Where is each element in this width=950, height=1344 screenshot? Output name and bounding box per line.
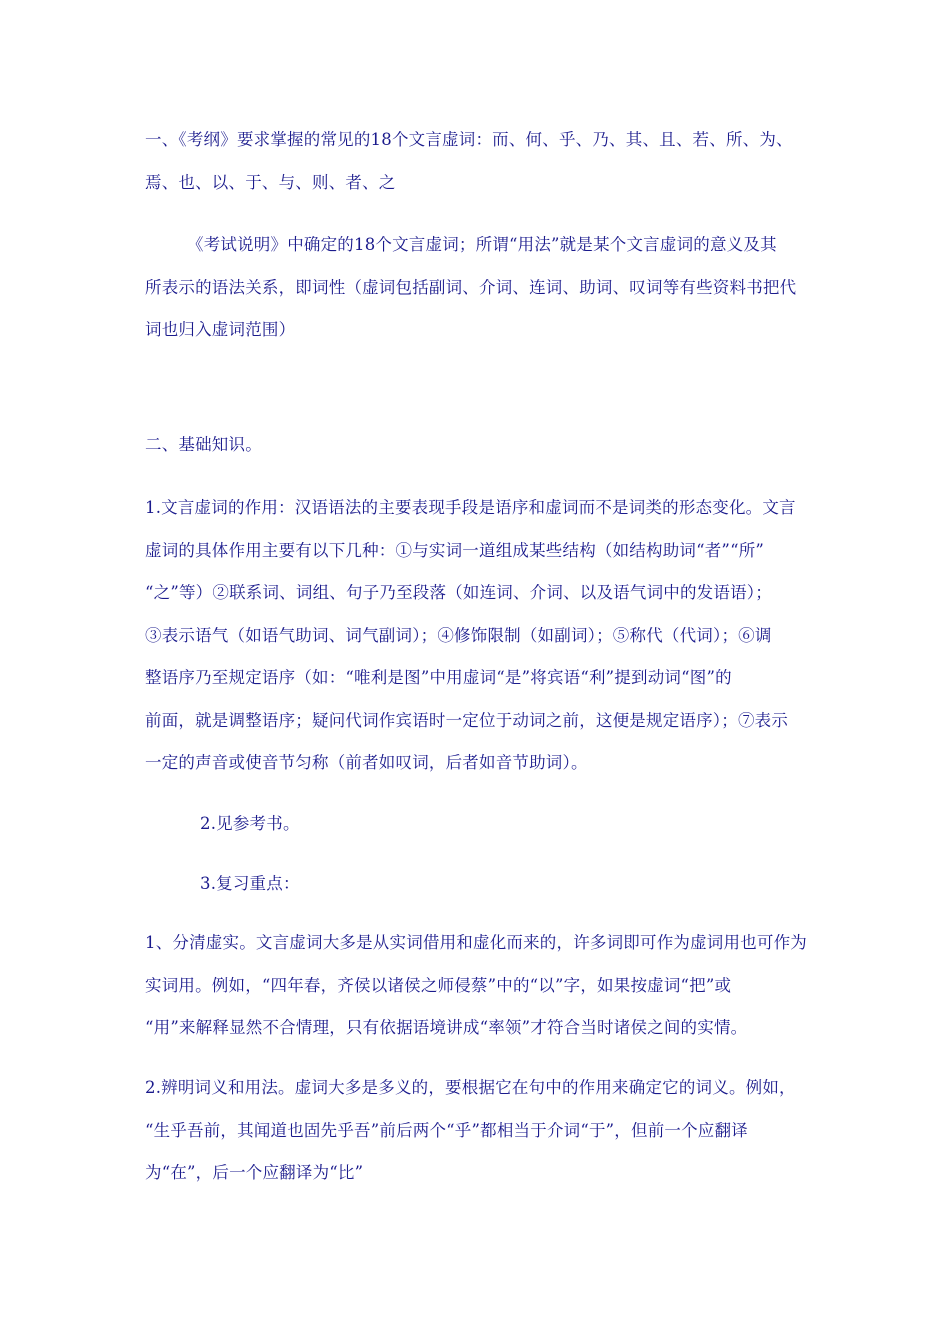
text-line: 1.文言虚词的作用：汉语语法的主要表现手段是语序和虚词而不是词类的形态变化。文言	[145, 498, 796, 517]
text-line: 二、基础知识。	[145, 435, 262, 454]
text-line: 2.见参考书。	[200, 814, 300, 833]
text-line: 虚词的具体作用主要有以下几种：①与实词一道组成某些结构（如结构助词“者”“所”	[145, 540, 765, 560]
text-line: 整语序乃至规定语序（如：“唯利是图”中用虚词“是”将宾语“利”提到动词“图”的	[145, 668, 732, 687]
section-heading-basics	[145, 424, 807, 467]
text-line: 前面，就是调整语序；疑问代词作宾语时一定位于动词之前，这便是规定语序）；⑦表示	[145, 710, 789, 730]
text-line: 2.辨明词义和用法。虚词大多是多义的，要根据它在句中的作用来确定它的词义。例如，	[145, 1078, 796, 1097]
text-line: “用”来解释显然不合情理，只有依据语境讲成“率领”才符合当时诸侯之间的实情。	[145, 1018, 748, 1037]
paragraph-meaning-and-usage	[145, 1067, 807, 1195]
text-line: 一、《考纲》要求掌握的常见的18个文言虚词：而、何、乎、乃、其、且、若、所、为、	[145, 130, 793, 149]
paragraph-distinguish-function	[145, 922, 807, 1050]
text-line: 焉、也、以、于、与、则、者、之	[145, 172, 396, 192]
text-line: “生乎吾前，其闻道也固先乎吾”前后两个“乎”都相当于介词“于”，但前一个应翻译	[145, 1120, 748, 1140]
text-line: 一定的声音或使音节匀称（前者如叹词，后者如音节助词）。	[145, 753, 588, 772]
text-line: 所表示的语法关系，即词性（虚词包括副词、介词、连词、助词、叹词等有些资料书把代	[145, 277, 797, 297]
paragraph-function-of-particles	[145, 487, 807, 785]
paragraph-exam-description	[145, 224, 807, 352]
paragraph-review-focus	[200, 863, 862, 906]
paragraph-see-reference	[200, 803, 862, 846]
text-line: “之”等）②联系词、词组、句子乃至段落（如连词、介词、以及语气词中的发语语）；	[145, 583, 772, 602]
text-line: 《考试说明》中确定的18个文言虚词；所谓“用法”就是某个文言虚词的意义及其	[187, 235, 777, 254]
text-line: 3.复习重点：	[200, 874, 300, 893]
text-line: ③表示语气（如语气助词、词气副词）；④修饰限制（如副词）；⑤称代（代词）；⑥调	[145, 625, 772, 645]
text-line: 词也归入虚词范围）	[145, 320, 296, 339]
text-line: 1、分清虚实。文言虚词大多是从实词借用和虚化而来的，许多词即可作为虚词用也可作为	[145, 933, 807, 952]
text-line: 为“在”，后一个应翻译为“比”	[145, 1163, 364, 1182]
text-line: 实词用。例如，“四年春，齐侯以诸侯之师侵蔡”中的“以”字，如果按虚词“把”或	[145, 975, 732, 995]
paragraph-exam-outline	[145, 119, 807, 204]
